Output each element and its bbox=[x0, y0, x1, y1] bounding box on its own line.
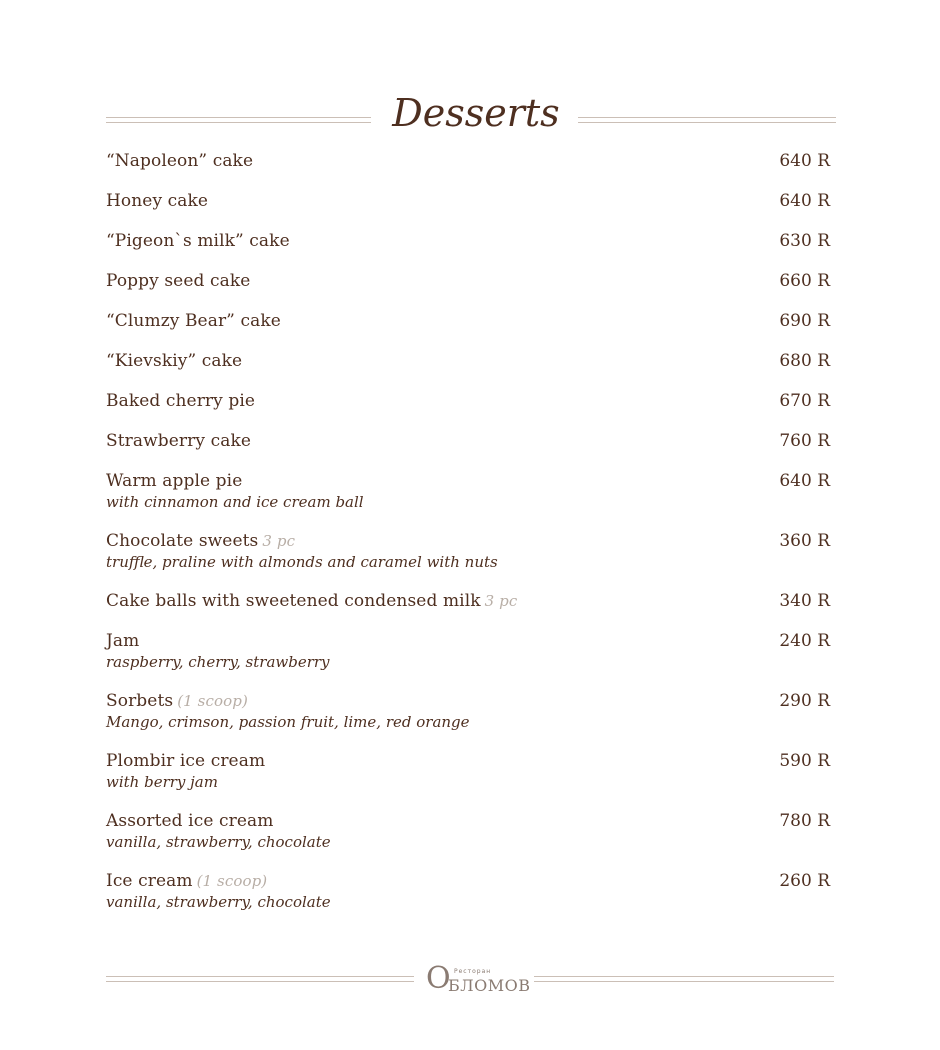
menu-item bbox=[106, 430, 830, 452]
section-title-text: Desserts bbox=[392, 91, 560, 135]
menu-item bbox=[106, 870, 830, 912]
footer-rule-right bbox=[534, 976, 834, 982]
menu-item bbox=[106, 270, 830, 292]
menu-footer bbox=[106, 962, 834, 1002]
item-description: Mango, crimson, passion fruit, lime, red orange bbox=[106, 713, 470, 731]
item-price: 690 R bbox=[779, 311, 830, 331]
item-price: 630 R bbox=[779, 231, 830, 251]
item-name bbox=[106, 310, 830, 332]
item-description: vanilla, strawberry, chocolate bbox=[106, 833, 331, 851]
menu-item bbox=[106, 190, 830, 212]
item-price: 290 R bbox=[779, 691, 830, 711]
item-name bbox=[106, 230, 830, 252]
item-name bbox=[106, 530, 830, 552]
item-name bbox=[106, 350, 830, 372]
item-price: 760 R bbox=[779, 431, 830, 451]
item-price: 340 R bbox=[779, 591, 830, 611]
item-name-text: Ice cream bbox=[106, 871, 193, 891]
item-description: with cinnamon and ice cream ball bbox=[106, 493, 364, 511]
item-name-text: Strawberry cake bbox=[106, 431, 252, 451]
item-price: 260 R bbox=[779, 871, 830, 891]
item-name-text: Cake balls with sweetened condensed milk bbox=[106, 591, 481, 611]
menu-item bbox=[106, 530, 830, 572]
item-name-text: “Kievskiy” cake bbox=[106, 351, 243, 371]
item-name bbox=[106, 470, 830, 492]
item-quantity: 3 pc bbox=[484, 592, 518, 610]
item-name-text: Jam bbox=[106, 631, 140, 651]
item-price: 240 R bbox=[779, 631, 830, 651]
item-description: vanilla, strawberry, chocolate bbox=[106, 893, 331, 911]
item-name-text: “Clumzy Bear” cake bbox=[106, 311, 281, 331]
item-price: 780 R bbox=[779, 811, 830, 831]
logo-caption: Ресторан bbox=[454, 968, 492, 975]
menu-item bbox=[106, 230, 830, 252]
menu-item bbox=[106, 690, 830, 732]
item-name bbox=[106, 390, 830, 412]
menu-item bbox=[106, 310, 830, 332]
menu-item bbox=[106, 470, 830, 512]
menu-item bbox=[106, 150, 830, 172]
menu-item bbox=[106, 390, 830, 412]
item-quantity: (1 scoop) bbox=[177, 692, 248, 710]
item-description: raspberry, cherry, strawberry bbox=[106, 653, 330, 671]
item-name bbox=[106, 190, 830, 212]
header-rule-left bbox=[106, 117, 371, 123]
item-name-text: “Napoleon” cake bbox=[106, 151, 254, 171]
item-name bbox=[106, 590, 830, 612]
item-price: 660 R bbox=[779, 271, 830, 291]
item-name-text: Plombir ice cream bbox=[106, 751, 266, 771]
item-name bbox=[106, 870, 830, 892]
menu-header bbox=[106, 82, 836, 154]
item-name-text: Sorbets bbox=[106, 691, 174, 711]
menu-item bbox=[106, 630, 830, 672]
item-name bbox=[106, 270, 830, 292]
item-name bbox=[106, 750, 830, 772]
menu-item bbox=[106, 590, 830, 612]
section-title-script bbox=[381, 82, 571, 146]
item-description: truffle, praline with almonds and caramel with nuts bbox=[106, 553, 498, 571]
logo-letter: O bbox=[426, 961, 451, 996]
menu-item bbox=[106, 750, 830, 792]
item-name bbox=[106, 690, 830, 712]
item-quantity: 3 pc bbox=[262, 532, 296, 550]
item-name-text: Baked cherry pie bbox=[106, 391, 256, 411]
footer-rule-left bbox=[106, 976, 414, 982]
item-price: 640 R bbox=[779, 151, 830, 171]
item-description: with berry jam bbox=[106, 773, 218, 791]
item-price: 360 R bbox=[779, 531, 830, 551]
menu-item bbox=[106, 810, 830, 852]
menu-item bbox=[106, 350, 830, 372]
item-price: 590 R bbox=[779, 751, 830, 771]
section-title bbox=[381, 82, 571, 146]
item-price: 640 R bbox=[779, 191, 830, 211]
item-name bbox=[106, 630, 830, 652]
logo-wordmark: БЛОМОВ bbox=[448, 976, 531, 995]
item-name-text: Poppy seed cake bbox=[106, 271, 251, 291]
item-quantity: (1 scoop) bbox=[196, 872, 268, 890]
item-name-text: Assorted ice cream bbox=[106, 811, 274, 831]
item-name bbox=[106, 430, 830, 452]
item-price: 640 R bbox=[779, 471, 830, 491]
item-price: 680 R bbox=[779, 351, 830, 371]
item-name-text: “Pigeon`s milk” cake bbox=[106, 231, 290, 251]
header-rule-right bbox=[578, 117, 836, 123]
item-name-text: Chocolate sweets bbox=[106, 531, 259, 551]
item-name-text: Warm apple pie bbox=[106, 471, 243, 491]
item-price: 670 R bbox=[779, 391, 830, 411]
item-name bbox=[106, 150, 830, 172]
restaurant-logo bbox=[426, 961, 531, 1002]
item-name-text: Honey cake bbox=[106, 191, 209, 211]
item-name bbox=[106, 810, 830, 832]
